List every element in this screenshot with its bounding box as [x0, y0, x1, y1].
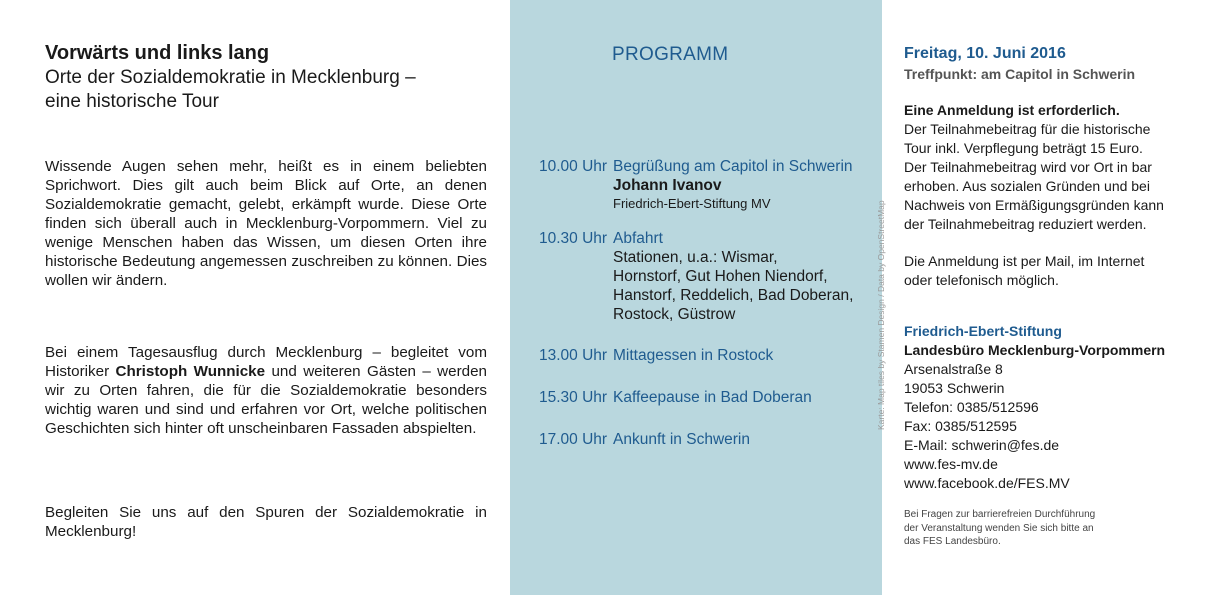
registration-line: Der Teilnahmebeitrag wird vor Ort in bar: [904, 159, 1152, 175]
registration-methods: [904, 252, 1204, 290]
accessibility-note: [904, 508, 1164, 549]
phone-number: Telefon: 0385/512596: [904, 399, 1039, 415]
info-column: [876, 0, 1224, 595]
stops-line: Hornstorf, Gut Hohen Niendorf,: [613, 268, 828, 285]
intro-paragraph-3: [45, 503, 487, 541]
intro-column: [0, 0, 510, 595]
program-time: 10.00 Uhr: [539, 158, 608, 175]
registration-info: [904, 120, 1204, 234]
meeting-point: Treffpunkt: am Capitol in Schwerin: [904, 66, 1136, 82]
program-item: [539, 346, 879, 365]
program-item: [539, 388, 879, 407]
map-credit-text: Karte: Map tiles by Stamen Design / Data by OpenStreetMap: [876, 200, 886, 430]
program-label: Mittagessen in Rostock: [613, 347, 774, 364]
paragraph-text: Wissende Augen sehen mehr, heißt es in einem beliebten Sprichwort. Dies gilt auch beim Blick auf Orte, an denen Sozialdemokratie gemacht, gelebt, erkämpft wurde. Diese Orte finden sich überall auch in Mecklenburg-Vorpommern. Viel zu wenige Menschen haben das Wissen, um diesen Orten ihre historische Bedeutung angemessen zuschreiben zu können. Dies wollen wir ändern.: [45, 158, 487, 289]
program-stops: [613, 248, 879, 324]
org-name: Friedrich-Ebert-Stiftung: [904, 323, 1062, 339]
stops-line: Stationen, u.a.: Wismar,: [613, 249, 778, 266]
facebook-link: www.facebook.de/FES.MV: [904, 475, 1070, 491]
program-time: 13.00 Uhr: [539, 347, 608, 364]
fax-number: Fax: 0385/512595: [904, 418, 1017, 434]
address-line: 19053 Schwerin: [904, 380, 1005, 396]
program-heading: PROGRAMM: [612, 44, 729, 65]
paragraph-text: [45, 343, 487, 438]
stops-line: Rostock, Güstrow: [613, 306, 736, 323]
email-address: E-Mail: schwerin@fes.de: [904, 437, 1060, 453]
program-time: 17.00 Uhr: [539, 431, 608, 448]
program-label: Begrüßung am Capitol in Schwerin: [613, 158, 853, 175]
registration-heading: Eine Anmeldung ist erforderlich.: [904, 102, 1120, 118]
website-link: www.fes-mv.de: [904, 456, 998, 472]
footer-line: das FES Landesbüro.: [904, 536, 1001, 547]
registration-line: Tour inkl. Verpflegung beträgt 15 Euro.: [904, 140, 1143, 156]
subtitle-line: eine historische Tour: [45, 91, 219, 112]
program-label: Abfahrt: [613, 230, 663, 247]
intro-paragraph-2: [45, 343, 487, 438]
registration-line: Nachweis von Ermäßigungsgründen kann: [904, 197, 1164, 213]
paragraph-text: Begleiten Sie uns auf den Spuren der Sozialdemokratie in Mecklenburg!: [45, 504, 487, 540]
program-list: [539, 157, 879, 449]
program-item: [539, 157, 879, 212]
stops-line: Hanstorf, Reddelich, Bad Doberan,: [613, 287, 854, 304]
map-credit: [874, 170, 888, 430]
program-label: Ankunft in Schwerin: [613, 431, 750, 448]
footer-line: Bei Fragen zur barrierefreien Durchführung: [904, 509, 1096, 520]
address-line: Arsenalstraße 8: [904, 361, 1003, 377]
program-time: 10.30 Uhr: [539, 230, 608, 247]
announcement-line: oder telefonisch möglich.: [904, 272, 1059, 288]
intro-paragraph-1: [45, 157, 487, 290]
contact-block: [904, 322, 1204, 493]
page-subtitle: [45, 66, 485, 114]
program-item: [539, 229, 879, 324]
page-title: Vorwärts und links lang: [45, 42, 270, 64]
speaker-org: Friedrich-Ebert-Stiftung MV: [613, 196, 771, 211]
program-column: [510, 0, 882, 595]
registration-line: Der Teilnahmebeitrag für die historische: [904, 121, 1151, 137]
program-item: [539, 430, 879, 449]
program-time: 15.30 Uhr: [539, 389, 608, 406]
footer-line: der Veranstaltung wenden Sie sich bitte an: [904, 522, 1094, 534]
registration-line: erhoben. Aus sozialen Gründen und bei: [904, 178, 1150, 194]
paragraph-segment: und weiteren Gästen – werden wir zu Orten fahren, die für die Sozialdemokratie besonders wichtig waren und sind und erfahren vor Ort, welche politischen Geschichten sich hinter oft unscheinbaren Fassaden abspielten.: [45, 363, 487, 437]
announcement-line: Die Anmeldung ist per Mail, im Internet: [904, 253, 1145, 269]
office-name: Landesbüro Mecklenburg-Vorpommern: [904, 342, 1166, 358]
historian-name: Christoph Wunnicke: [115, 363, 266, 380]
subtitle-line: Orte der Sozialdemokratie in Mecklenburg –: [45, 67, 416, 88]
program-label: Kaffeepause in Bad Doberan: [613, 389, 812, 406]
speaker-name: Johann Ivanov: [613, 177, 722, 194]
event-date: Freitag, 10. Juni 2016: [904, 45, 1066, 62]
registration-line: der Teilnahmebeitrag reduziert werden.: [904, 216, 1147, 232]
paragraph-segment: Bei einem Tagesausflug durch Mecklenburg – begleitet vom Historiker: [45, 344, 487, 380]
